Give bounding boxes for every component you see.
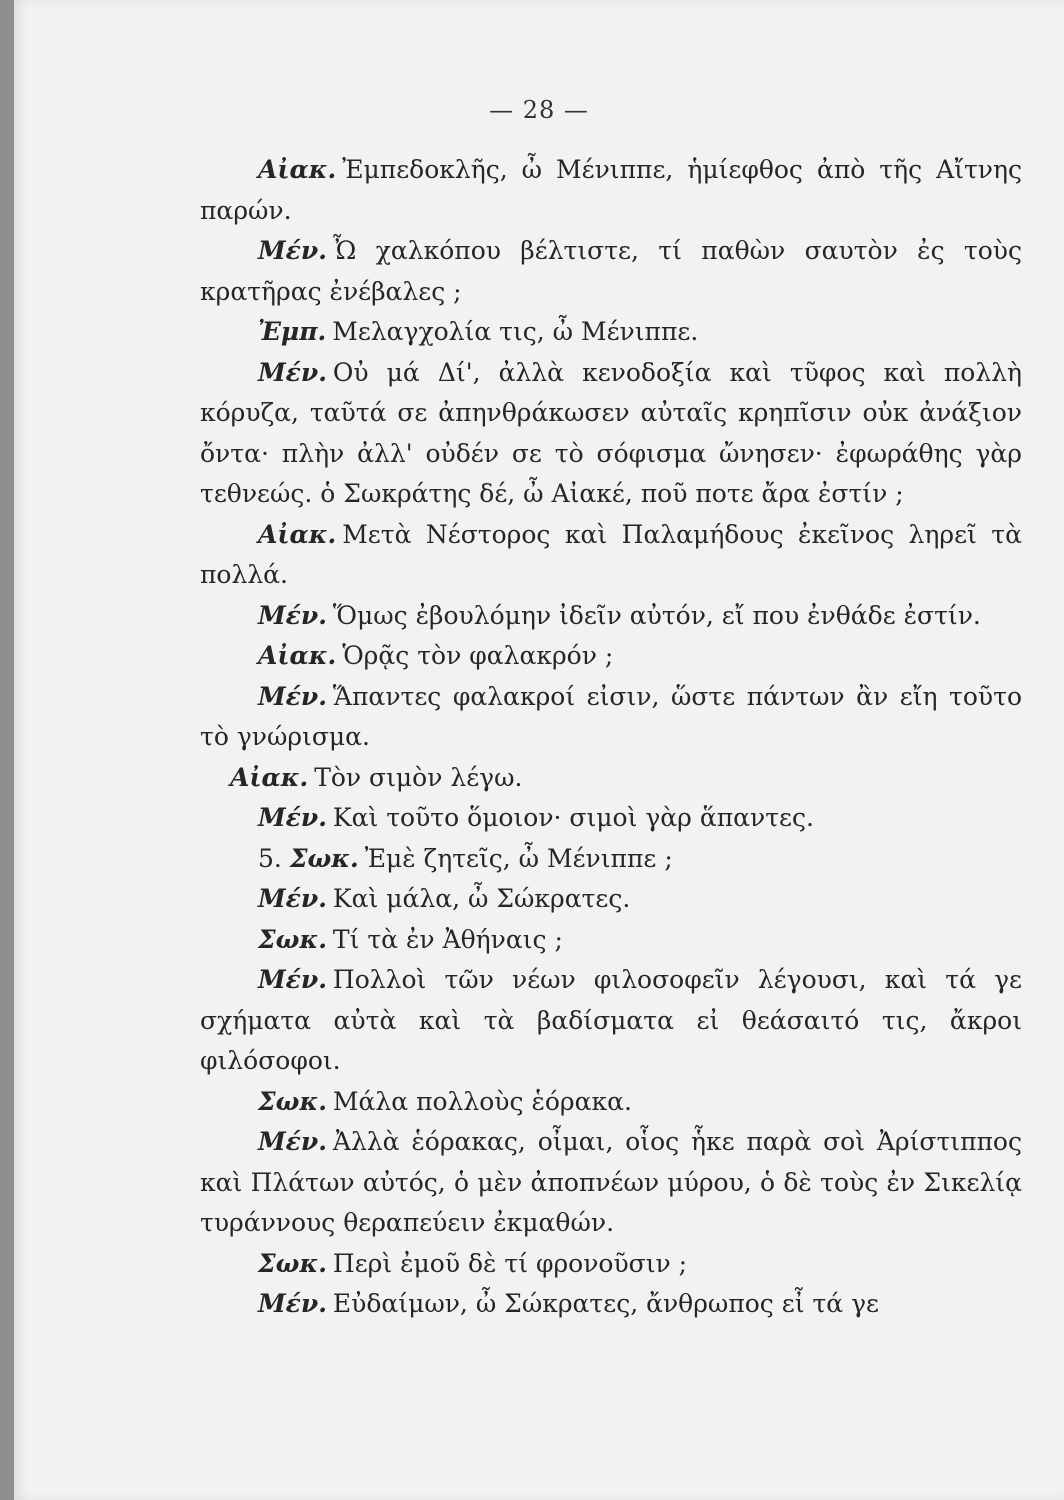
- speech-text: Τί τὰ ἐν Ἀθήναις ;: [332, 924, 563, 954]
- speech-text: Ὁρᾷς τὸν φαλακρόν ;: [342, 641, 614, 670]
- speech-text: Μελαγχολία τις, ὦ Μένιππε.: [332, 317, 699, 346]
- section-number: 5.: [258, 843, 282, 873]
- speaker-label: Μέν.: [258, 681, 327, 711]
- dialogue-paragraph: [200, 1082, 1022, 1123]
- speech-text: Ὦ χαλκόπου βέλτιστε, τί παθὼν σαυτὸν ἐς τοὺς κρατῆρας ἐνέβαλες ;: [200, 236, 1022, 306]
- dialogue-paragraph: [200, 636, 1022, 677]
- speech-text: Πολλοὶ τῶν νέων φιλοσοφεῖν λέγουσι, καὶ τά γε σχήματα αὐτὰ καὶ τὰ βαδίσματα εἰ θεάσαιτό τις, ἄκροι φιλόσοφοι.: [200, 965, 1022, 1075]
- speech-text: Καὶ μάλα, ὦ Σώκρατες.: [332, 884, 631, 913]
- speech-text: Μάλα πολλοὺς ἑόρακα.: [332, 1086, 632, 1116]
- speech-text: Ὅμως ἐβουλόμην ἰδεῖν αὐτόν, εἴ που ἐνθάδε ἐστίν.: [332, 600, 981, 630]
- dialogue-paragraph: [200, 839, 1022, 880]
- dialogue-paragraph: [200, 515, 1022, 596]
- dialogue-paragraph: [200, 920, 1022, 961]
- speaker-label: Μέν.: [258, 884, 327, 913]
- page-number: — 28 —: [489, 96, 589, 124]
- speech-text: Τὸν σιμὸν λέγω.: [314, 762, 523, 792]
- speaker-label: Αἰακ.: [230, 762, 309, 792]
- speaker-label: Μέν.: [258, 600, 327, 630]
- dialogue-paragraph: [200, 879, 1022, 920]
- speech-text: Ἐμὲ ζητεῖς, ὦ Μένιππε ;: [364, 843, 673, 873]
- speech-text: Περὶ ἐμοῦ δὲ τί φρονοῦσιν ;: [332, 1248, 688, 1278]
- speaker-label: Μέν.: [258, 1127, 327, 1156]
- dialogue-paragraph: [200, 150, 1022, 231]
- dialogue-paragraph: [200, 758, 1022, 799]
- speech-text: Ἐμπεδοκλῆς, ὦ Μένιππε, ἡμίεφθος ἀπὸ τῆς Αἴτνης παρών.: [200, 155, 1022, 225]
- speaker-label: Μέν.: [258, 1289, 327, 1318]
- speech-text: Οὐ μά Δί', ἀλλὰ κενοδοξία καὶ τῦφος καὶ πολλὴ κόρυζα, ταῦτά σε ἀπηνθράκωσεν αὐταῖς κρηπῖσιν οὐκ ἀνάξιον ὄντα· πλὴν ἀλλ' οὐδέν σε τὸ σόφισμα ὤνησεν· ἐφωράθης γὰρ τεθνεώς. ὁ Σωκράτης δέ, ὦ Αἰακέ, ποῦ ποτε ἄρα ἐστίν ;: [200, 357, 1022, 508]
- dialogue-paragraph: [200, 798, 1022, 839]
- dialogue-paragraph: [200, 960, 1022, 1082]
- speech-text: Καὶ τοῦτο ὅμοιον· σιμοὶ γὰρ ἅπαντες.: [332, 803, 814, 832]
- dialogue-paragraph: [200, 231, 1022, 312]
- dialogue-paragraph: [200, 1244, 1022, 1285]
- speaker-label: Αἰακ.: [258, 641, 337, 670]
- speaker-label: Σωκ.: [258, 1086, 327, 1116]
- speaker-label: Μέν.: [258, 803, 327, 832]
- speaker-label: Μέν.: [258, 357, 327, 387]
- speaker-label: Αἰακ.: [258, 155, 337, 184]
- speaker-label: Μέν.: [258, 965, 327, 994]
- speech-text: Ἅπαντες φαλακροί εἰσιν, ὥστε πάντων ἂν εἴη τοῦτο τὸ γνώρισμα.: [200, 681, 1022, 751]
- dialogue-paragraph: [200, 312, 1022, 353]
- dialogue-text: [200, 150, 1022, 1325]
- speech-text: Ἀλλὰ ἑόρακας, οἶμαι, οἷος ἧκε παρὰ σοὶ Ἀρίστιππος καὶ Πλάτων αὐτός, ὁ μὲν ἀποπνέων μύρου, ὁ δὲ τοὺς ἐν Σικελίᾳ τυράννους θεραπεύειν ἐκμαθών.: [200, 1127, 1022, 1237]
- speaker-label: Μέν.: [258, 236, 327, 265]
- dialogue-paragraph: [200, 353, 1022, 515]
- speaker-label: Αἰακ.: [258, 519, 337, 549]
- dialogue-paragraph: [200, 596, 1022, 637]
- speaker-label: Σωκ.: [289, 843, 359, 873]
- speech-text: Εὐδαίμων, ὦ Σώκρατες, ἄνθρωπος εἶ τά γε: [332, 1289, 880, 1318]
- dialogue-paragraph: [200, 1284, 1022, 1325]
- speech-text: Μετὰ Νέστορος καὶ Παλαμήδους ἐκεῖνος ληρεῖ τὰ πολλά.: [200, 519, 1022, 589]
- speaker-label: Ἐμπ.: [258, 317, 327, 346]
- book-page: [14, 0, 1064, 1500]
- dialogue-paragraph: [200, 677, 1022, 758]
- speaker-label: Σωκ.: [258, 1248, 327, 1278]
- dialogue-paragraph: [200, 1122, 1022, 1244]
- speaker-label: Σωκ.: [258, 924, 327, 954]
